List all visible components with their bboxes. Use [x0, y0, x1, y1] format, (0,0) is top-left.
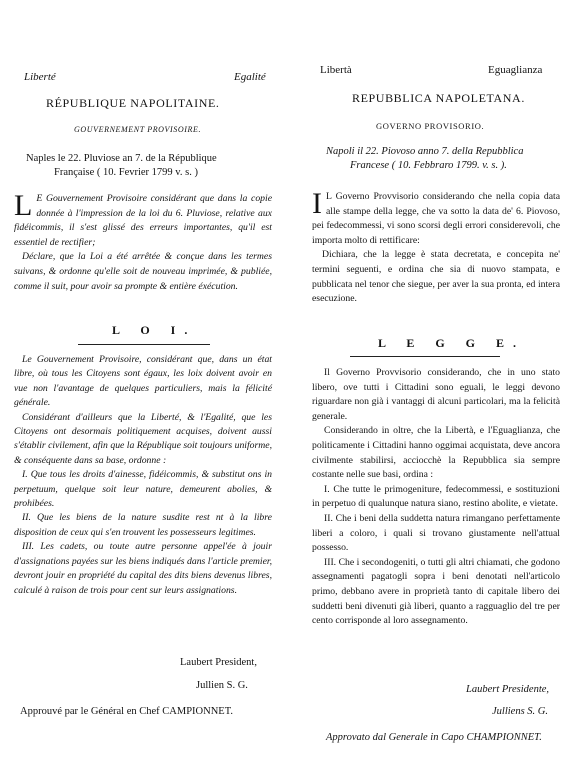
motto-egalite: Egalité — [234, 71, 266, 83]
republic-title: REPUBBLICA NAPOLETANA. — [352, 91, 525, 105]
intro-paragraph: E Gouvernement Provisoire considérant que dans la copie donnée à l'impression de la loi du 6. Pluviose, relative aux fidéicommis, il s'est glissé des erreurs importantes, qu'il est essentiel de rectifier; — [14, 193, 272, 248]
divider — [350, 356, 500, 357]
intro-block — [312, 187, 560, 307]
law-body — [312, 366, 560, 629]
article-1: I. Que tous les droits d'ainesse, fidéicommis, & substitut ons in perpetuum, quelque soit leur nature, demeurent abolies, & prohibées. — [14, 469, 272, 510]
article-2: II. Che i beni della suddetta natura rimangano perfettamente liberi a coloro, i quali si trovano giustamente nell'attual possesso. — [312, 512, 560, 554]
signature-secretary: Jullien S. G. — [196, 680, 248, 691]
motto-liberta: Libertà — [320, 64, 352, 76]
signature-president: Laubert Presidente, — [466, 684, 550, 695]
approval-line: Approvato dal Generale in Capo CHAMPIONNET. — [326, 732, 542, 743]
law-heading: L E G G E. — [378, 336, 526, 350]
government-subtitle: GOVERNO PROVISORIO. — [376, 121, 485, 131]
law-body — [14, 353, 272, 598]
approval-line: Approuvé par le Général en Chef CAMPIONNET. — [20, 706, 233, 717]
signature-secretary: Julliens S. G. — [492, 706, 548, 717]
date-line-1: Napoli il 22. Piovoso anno 7. della Repubblica — [326, 146, 524, 157]
law-heading: L O I. — [112, 323, 197, 337]
republic-title: RÉPUBLIQUE NAPOLITAINE. — [46, 96, 220, 110]
signature-president: Laubert President, — [180, 657, 257, 668]
law-paragraph-2: Considérant d'ailleurs que la Liberté, & l'Egalité, que les Citoyens ont desormais politiquement acquises, doivent aussi s'établir civilement, afin que la République soit toujours uniforme, & conséquente dans sa base, ordonne : — [14, 411, 272, 466]
divider — [78, 344, 210, 345]
article-3: III. Les cadets, ou toute autre personne appel'ée à jouir d'assignations payées sur les biens indiqués dans l'article premier, devront jouir en propriété du capital des dits biens devenus libres, calculé à raison de trois pour cent sur leurs assignations. — [14, 541, 272, 596]
government-subtitle: GOUVERNEMENT PROVISOIRE. — [74, 125, 202, 134]
declaration-paragraph: Dichiara, che la legge è stata decretata, e concepita ne' termini seguenti, e ordina che sia di nuovo stampata, e pubblicata nel tenor che siegue, per aver la sua pronta, ed intera esecuzione. — [312, 249, 560, 305]
intro-block — [14, 189, 272, 294]
drop-cap: I — [312, 187, 322, 220]
intro-paragraph: L Governo Provvisorio considerando che nella copia data alle stampe della legge, che va sotto la data de' 6. Piovoso, pei fedecommessi, vi sono scorsi degli errori considerevoli, che importa molto di rettificare: — [312, 191, 560, 246]
motto-liberte: Liberté — [24, 71, 56, 83]
law-paragraph-1: Il Governo Provvisorio considerando, che in uno stato libero, ove tutti i Cittadini sono eguali, le leggi devono riguardare non già i vantaggi di alcuni particolari, ma la felicità generale. — [312, 367, 560, 422]
law-paragraph-1: Le Gouvernement Provisoire, considérant que, dans un état libre, où tous les Citoyens sont égaux, les loix doivent avoir en vue non l'avantage de quelques particuliers, mais la félicité générale. — [14, 354, 272, 409]
date-line-1: Naples le 22. Pluviose an 7. de la République — [26, 153, 217, 164]
drop-cap: L — [14, 189, 33, 222]
motto-eguaglianza: Eguaglianza — [488, 64, 543, 76]
law-paragraph-2: Considerando in oltre, che la Libertà, e l'Eguaglianza, che politicamente i Cittadini hanno oggimai acquistata, deve ancora civilmente stabilirsi, acciocchè la Repubblica sia sempre costante nelle sue basi, ordina : — [312, 425, 560, 481]
article-1: I. Che tutte le primogeniture, fedecommessi, e sostituzioni in perpetuo di qualunque natura siano, restino abolite, e vietate. — [312, 483, 560, 510]
declaration-paragraph: Déclare, que la Loi a été arrêtée & conçue dans les termes suivans, & ordonne qu'elle soit de nouveau imprimée, & publiée, comme il suit, pour avoir sa prompte & entière éxécution. — [14, 251, 272, 292]
article-3: III. Che i secondogeniti, o tutti gli altri chiamati, che godono assegnamenti pagatogli sopra i beni denotati nell'articolo primo, debbano avere in proprietà tanto di capitale libero dei suddetti beni divenuti già liberi, quanto a ragguaglio del tre per cento corrisponde al loro assegnamento. — [312, 556, 560, 627]
article-2: II. Que les biens de la nature susdite rest nt à la libre disposition de ceux qui s'en trouvent les possesseurs legitimes. — [14, 512, 272, 538]
date-line-2: Française ( 10. Fevrier 1799 v. s. ) — [54, 167, 198, 178]
date-line-2: Francese ( 10. Febbraro 1799. v. s. ). — [350, 160, 507, 171]
